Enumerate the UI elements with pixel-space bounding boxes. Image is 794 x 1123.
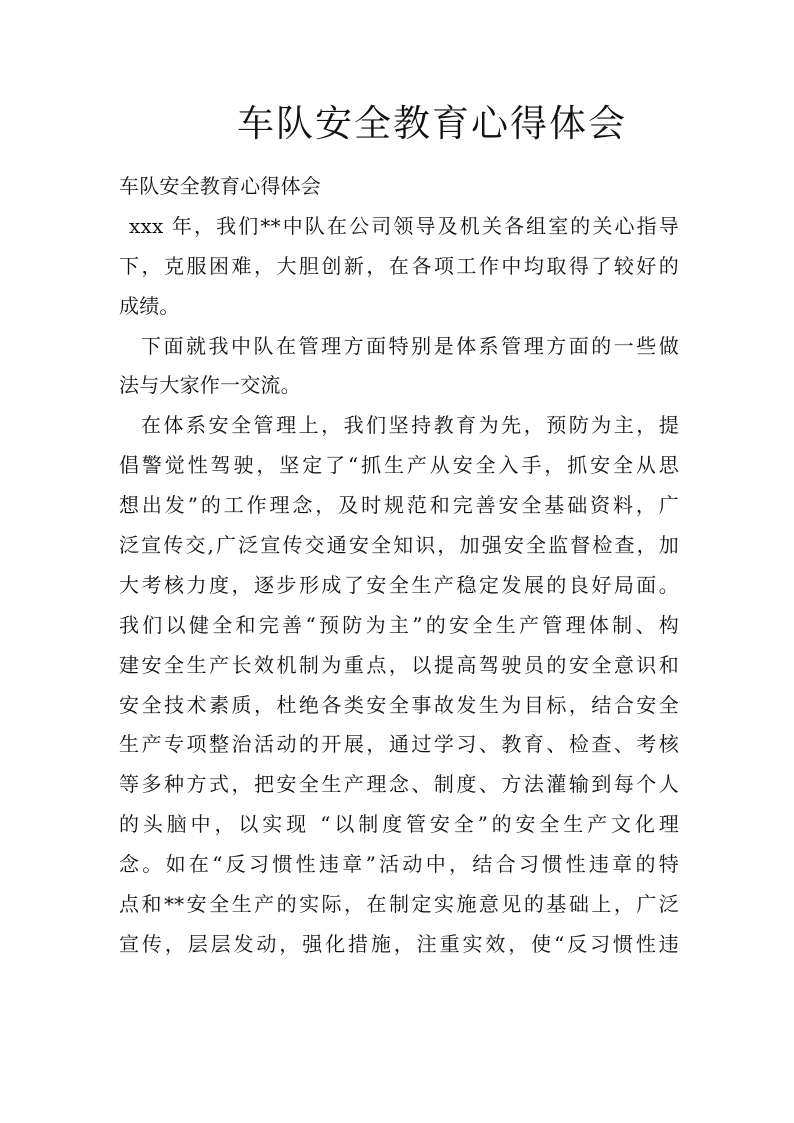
paragraph-line: 泛宣传交,广泛宣传交通安全知识，加强安全监督检查，加 bbox=[119, 533, 679, 558]
paragraph-3 bbox=[119, 406, 679, 964]
document-body bbox=[119, 167, 679, 965]
paragraph-line: 成绩。 bbox=[119, 293, 180, 318]
paragraph-line: 想出发”的工作理念，及时规范和完善安全基础资料，广 bbox=[119, 493, 679, 518]
paragraph-1 bbox=[119, 207, 679, 327]
paragraph-line: 等多种方式，把安全生产理念、制度、方法灌输到每个人 bbox=[119, 772, 679, 797]
paragraph-line: 在体系安全管理上，我们坚持教育为先，预防为主，提 bbox=[141, 413, 679, 438]
paragraph-line: 倡警觉性驾驶，坚定了“抓生产从安全入手，抓安全从思 bbox=[119, 453, 679, 478]
paragraph-line: 生产专项整治活动的开展，通过学习、教育、检查、考核 bbox=[119, 732, 679, 757]
paragraph-2 bbox=[119, 327, 679, 407]
document-title: 车队安全教育心得体会 bbox=[237, 102, 627, 145]
paragraph-line: 大考核力度，逐步形成了安全生产稳定发展的良好局面。 bbox=[119, 572, 679, 597]
paragraph-line: 点和**安全生产的实际，在制定实施意见的基础上，广泛 bbox=[119, 892, 679, 917]
paragraph-line: 安全技术素质，杜绝各类安全事故发生为目标，结合安全 bbox=[119, 692, 679, 717]
document-subtitle: 车队安全教育心得体会 bbox=[119, 174, 321, 198]
paragraph-line: 宣传，层层发动，强化措施，注重实效，使“反习惯性违 bbox=[119, 931, 679, 956]
paragraph-line: xxx 年，我们**中队在公司领导及机关各组室的关心指导 bbox=[129, 213, 679, 238]
paragraph-line: 下面就我中队在管理方面特别是体系管理方面的一些做 bbox=[141, 333, 679, 358]
paragraph-line: 的头脑中，以实现 “以制度管安全”的安全生产文化理 bbox=[119, 812, 679, 837]
paragraph-line: 我们以健全和完善“预防为主”的安全生产管理体制、构 bbox=[119, 612, 679, 637]
paragraph-line: 建安全生产长效机制为重点，以提高驾驶员的安全意识和 bbox=[119, 652, 679, 677]
paragraph-line: 念。如在“反习惯性违章”活动中，结合习惯性违章的特 bbox=[119, 852, 679, 877]
paragraph-line: 下，克服困难，大胆创新，在各项工作中均取得了较好的 bbox=[119, 253, 679, 278]
paragraph-line: 法与大家作一交流。 bbox=[119, 373, 301, 398]
